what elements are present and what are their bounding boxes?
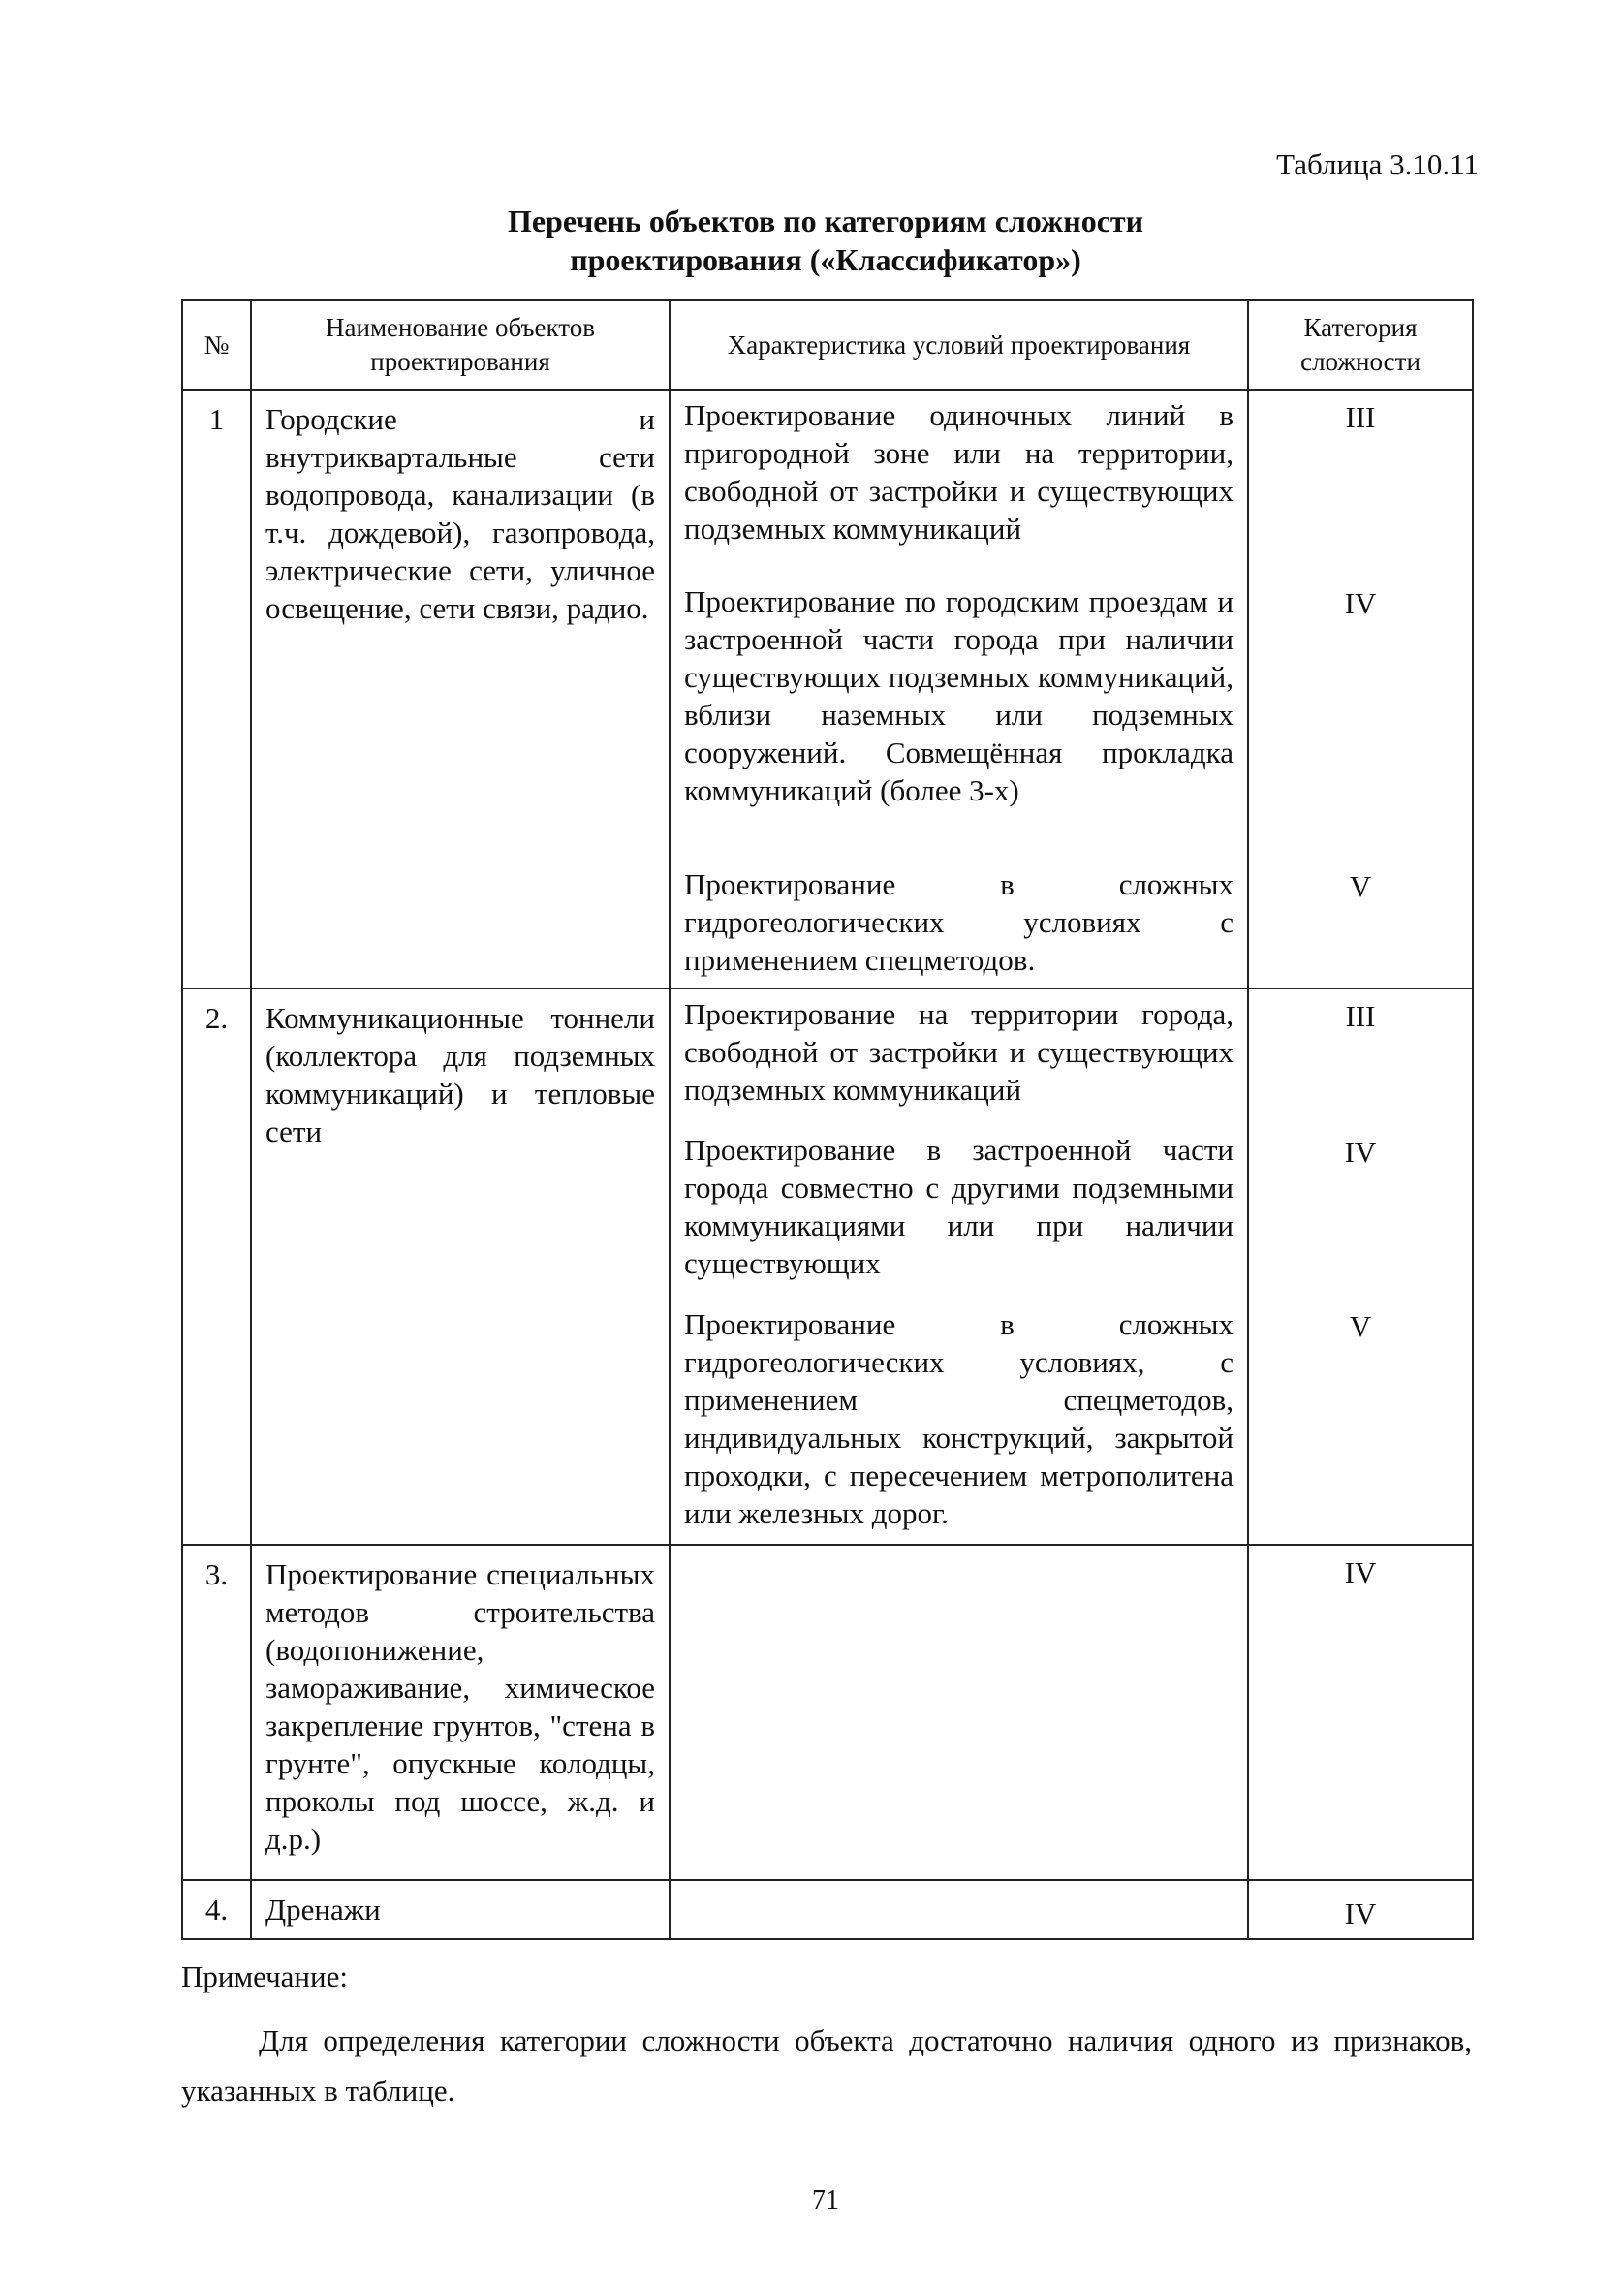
- category-value: V: [1349, 869, 1372, 903]
- condition-text: Проектирование в сложных гидрогеологических условиях с применением спецметодов.: [684, 867, 1234, 977]
- header-category: Категория сложности: [1248, 300, 1473, 390]
- classifier-table: [181, 299, 1474, 1940]
- row-num: 4.: [182, 1880, 251, 1939]
- header-conditions: Характеристика условий проектирования: [670, 300, 1248, 390]
- conditions-cell: [670, 1545, 1248, 1880]
- condition-text: [671, 1546, 1247, 1557]
- note-heading: Примечание:: [181, 1960, 348, 1993]
- condition-text: [671, 1881, 1247, 1893]
- title-line-2: проектирования («Классификатор»): [570, 242, 1081, 277]
- row-num: 1: [182, 390, 251, 988]
- row-num: 2.: [182, 988, 251, 1545]
- condition-text: Проектирование на территории города, свободной от застройки и существующих подземных коммуникаций: [684, 997, 1234, 1107]
- table-title: [0, 202, 1624, 279]
- category-cell: [1248, 1545, 1473, 1880]
- category-cell: [1248, 390, 1473, 988]
- header-name: Наименование объектов проектирования: [251, 300, 670, 390]
- category-value: III: [1345, 400, 1376, 434]
- object-name: Проектирование специальных методов строительства (водопонижение, замораживание, химическое закрепление грунтов, "стена в грунте", опускные колодцы, проколы под шоссе, ж.д. и д.р.): [251, 1545, 670, 1880]
- condition-text: Проектирование в сложных гидрогеологических условиях, с применением спецметодов, индивидуальных конструкций, закрытой проходки, с пересечением метрополитена или железных дорог.: [684, 1307, 1234, 1530]
- category-value: V: [1349, 1309, 1372, 1343]
- table-label: Таблица 3.10.11: [1276, 147, 1479, 181]
- category-cell: [1248, 1880, 1473, 1939]
- title-line-1: Перечень объектов по категориям сложности: [507, 204, 1144, 238]
- table-row: [182, 390, 1473, 988]
- table-row: [182, 1880, 1473, 1939]
- conditions-cell: [670, 390, 1248, 988]
- category-value: IV: [1344, 586, 1377, 620]
- object-name: Городские и внутриквартальные сети водопровода, канализации (в т.ч. дождевой), газопровода, электрические сети, уличное освещение, сети связи, радио.: [251, 390, 670, 988]
- condition-text: Проектирование одиночных линий в пригородной зоне или на территории, свободной от застройки и существующих подземных коммуникаций: [684, 398, 1234, 546]
- table-row: [182, 1545, 1473, 1880]
- conditions-cell: [670, 988, 1248, 1545]
- object-name: Дренажи: [251, 1880, 670, 1939]
- table-row: [182, 988, 1473, 1545]
- category-value: IV: [1344, 1897, 1377, 1930]
- page-number: 71: [812, 2185, 839, 2215]
- category-cell: [1248, 988, 1473, 1545]
- category-value: III: [1345, 999, 1376, 1033]
- note-text: Для определения категории сложности объекта достаточно наличия одного из признаков, указанных в таблице.: [181, 2023, 1472, 2108]
- condition-text: Проектирование в застроенной части города совместно с другими подземными коммуникациями или при наличии существующих: [684, 1133, 1234, 1280]
- conditions-cell: [670, 1880, 1248, 1939]
- object-name: Коммуникационные тоннели (коллектора для подземных коммуникаций) и тепловые сети: [251, 988, 670, 1545]
- category-value: IV: [1344, 1555, 1377, 1589]
- row-num: 3.: [182, 1545, 251, 1880]
- condition-text: Проектирование по городским проездам и застроенной части города при наличии существующих подземных коммуникаций, вблизи наземных или подземных сооружений. Совмещённая прокладка коммуникаций (более 3-х): [684, 584, 1234, 807]
- category-value: IV: [1344, 1135, 1377, 1169]
- header-num: №: [182, 300, 251, 390]
